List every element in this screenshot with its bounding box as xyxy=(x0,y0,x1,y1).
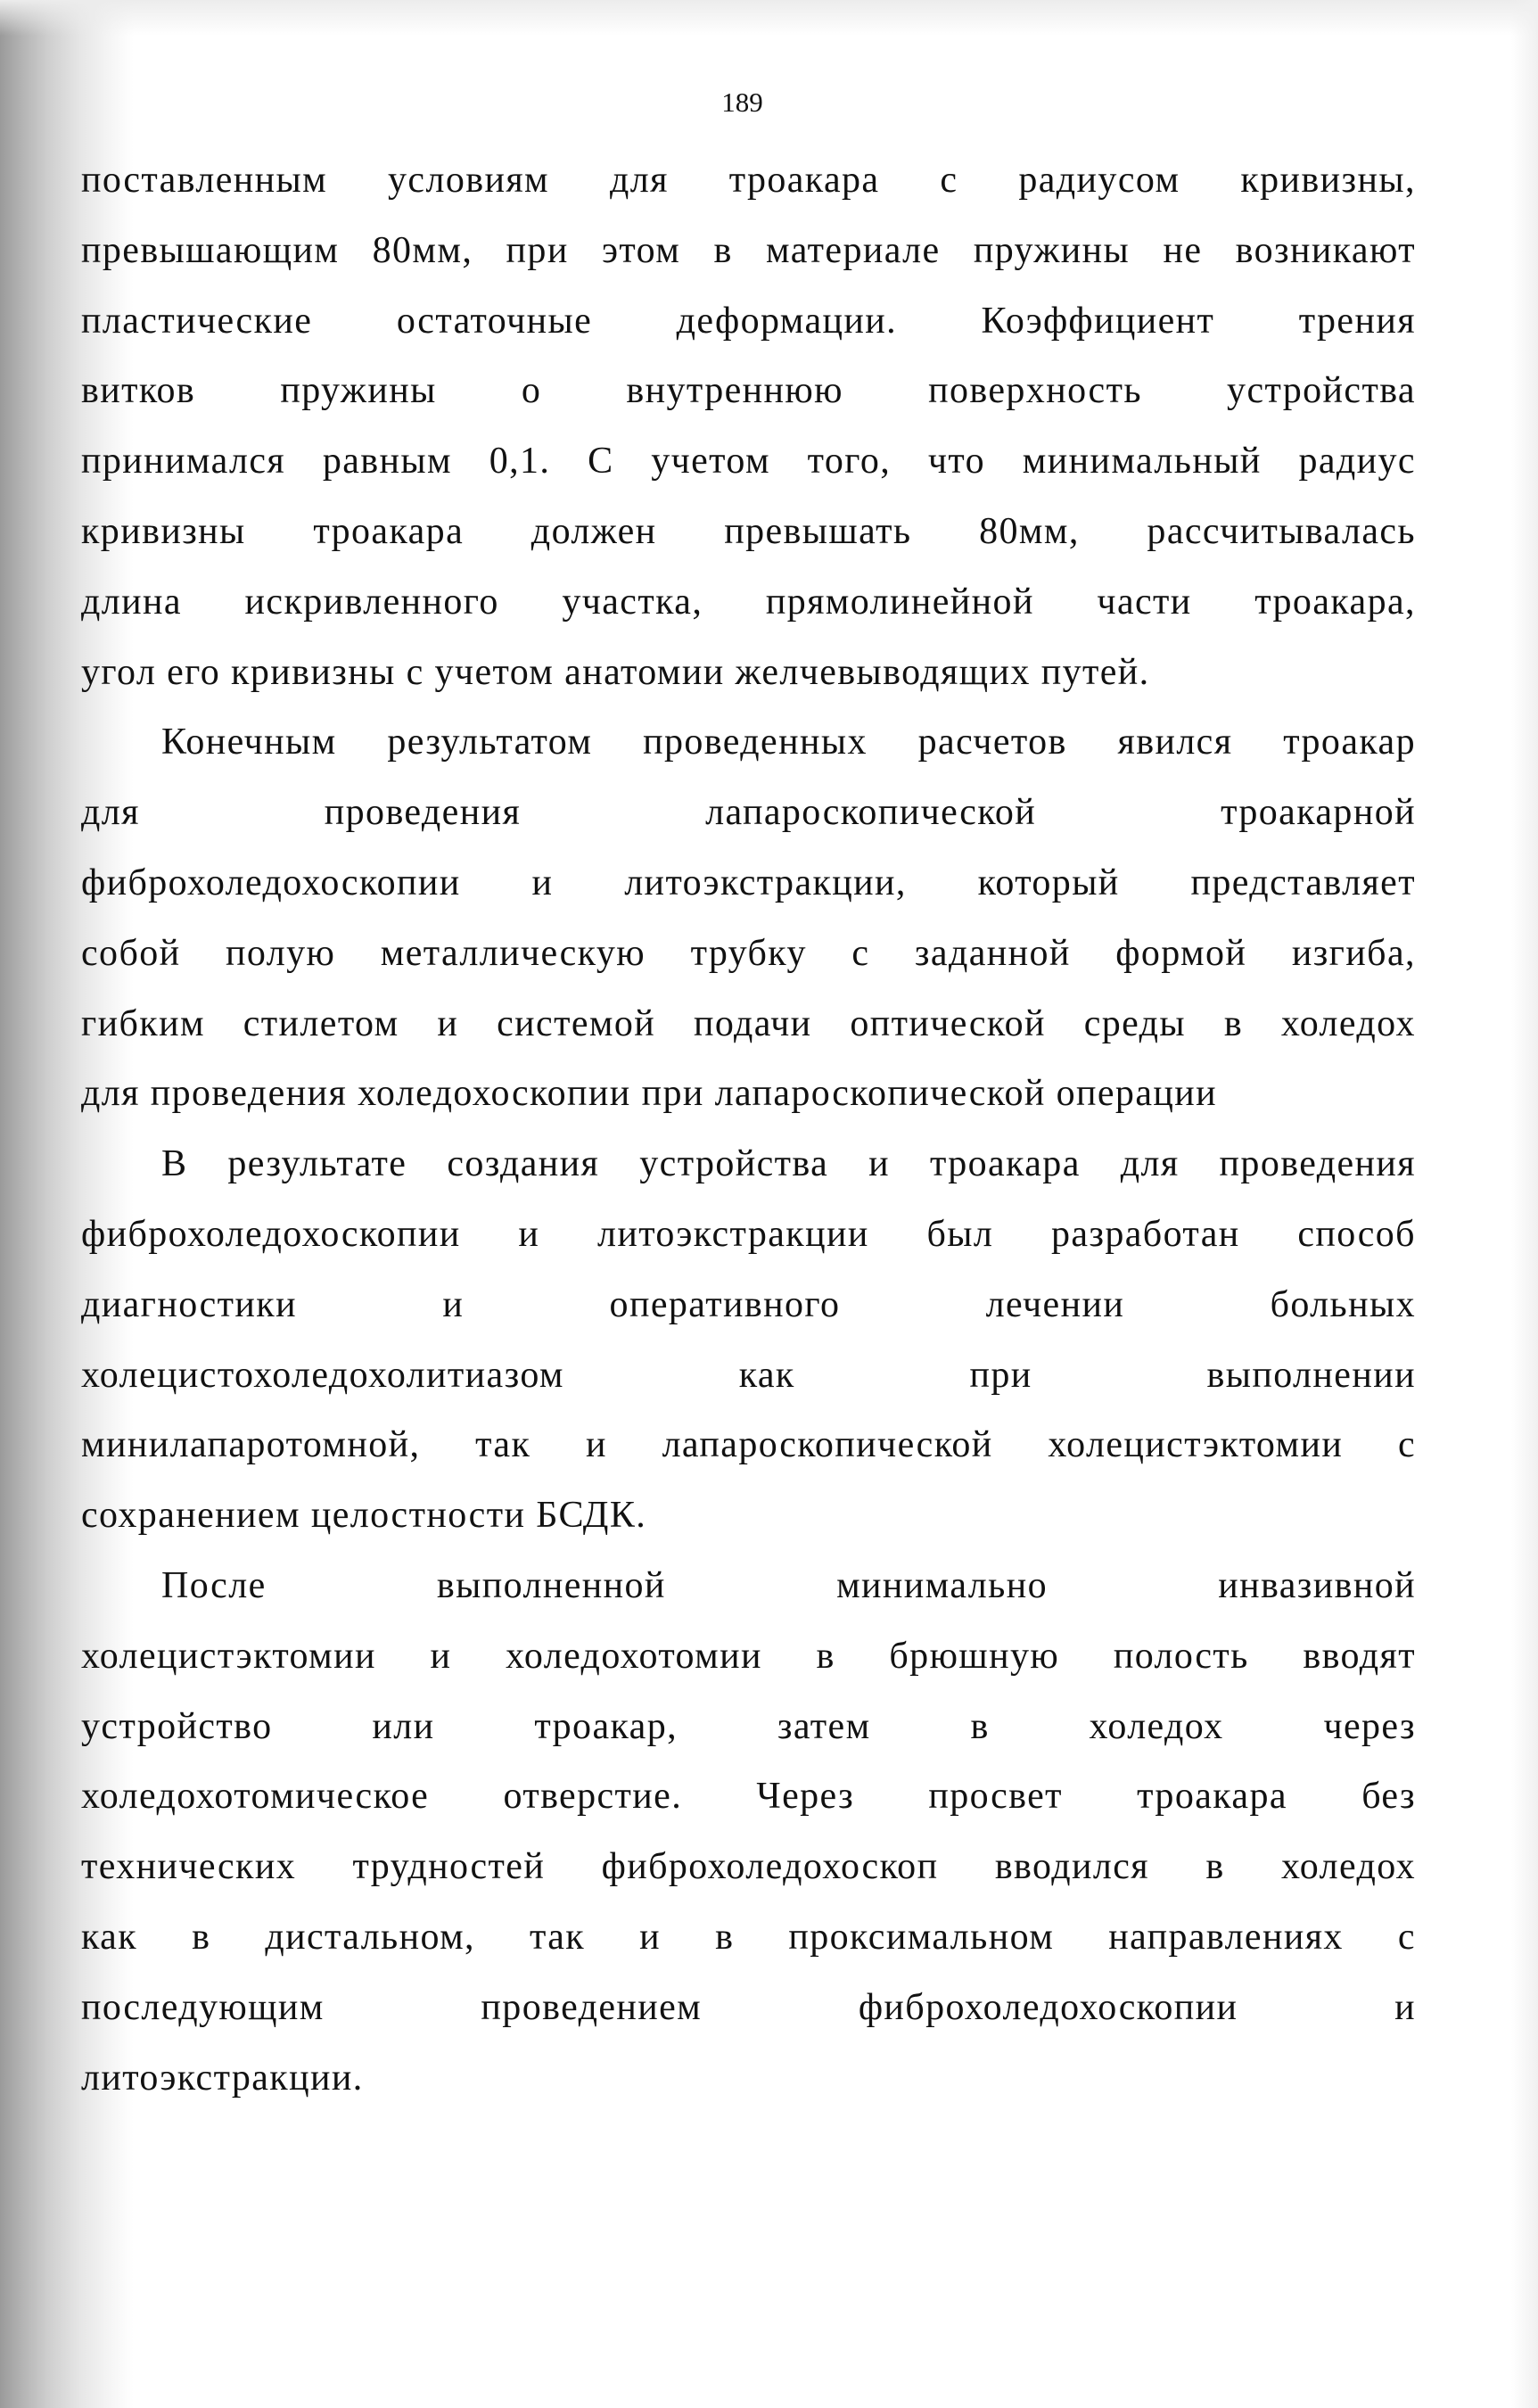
word: троакара xyxy=(1137,1776,1287,1818)
word: инвазивной xyxy=(1218,1564,1416,1606)
word: искривленного xyxy=(244,581,499,623)
word: возникают xyxy=(1235,229,1416,271)
word: брюшную xyxy=(889,1635,1060,1677)
text-line: сохранением целостности БСДК. xyxy=(81,1495,647,1537)
word: формой xyxy=(1115,932,1247,974)
word: среды xyxy=(1083,1002,1187,1044)
word: витков xyxy=(81,370,196,412)
word: лапароскопической xyxy=(705,792,1037,834)
word: участка, xyxy=(562,581,703,623)
word: Коэффициент xyxy=(981,300,1215,342)
word: 80мм, xyxy=(372,229,473,271)
word: оптической xyxy=(850,1002,1046,1044)
word: холедох xyxy=(1280,1846,1416,1888)
word: был xyxy=(926,1213,994,1255)
word: создания xyxy=(447,1143,600,1185)
word: с xyxy=(1397,1424,1416,1466)
word: о xyxy=(521,370,542,412)
word: рассчитывалась xyxy=(1147,510,1416,552)
word: материале xyxy=(766,229,941,271)
word: просвет xyxy=(928,1776,1063,1818)
word: как xyxy=(81,1916,138,1958)
word: проведения xyxy=(324,792,522,834)
word: гибким xyxy=(81,1002,205,1044)
word: холедох xyxy=(1280,1002,1416,1044)
word: вводят xyxy=(1303,1635,1416,1677)
word: стилетом xyxy=(243,1002,399,1044)
word: в xyxy=(816,1635,835,1677)
word: в xyxy=(1223,1002,1244,1044)
word: троакар, xyxy=(534,1705,678,1747)
word: представляет xyxy=(1190,862,1416,903)
word: результате xyxy=(227,1143,407,1185)
word: 0,1. xyxy=(489,441,551,482)
word: лапароскопической xyxy=(662,1424,993,1466)
word: принимался xyxy=(81,441,286,482)
word: в xyxy=(715,1916,735,1958)
word: должен xyxy=(530,510,657,552)
word: трения xyxy=(1298,300,1416,342)
word: В xyxy=(161,1143,188,1185)
word: и xyxy=(430,1635,452,1677)
word: металлическую xyxy=(380,932,646,974)
word: пластические xyxy=(81,300,313,342)
word: в xyxy=(1205,1846,1225,1888)
word: длина xyxy=(81,581,182,623)
paragraph xyxy=(81,707,1416,1129)
word: как xyxy=(738,1354,795,1396)
text-line: литоэкстракции. xyxy=(81,2057,364,2099)
word: фиброхоледохоскопии xyxy=(81,1213,461,1255)
word: Конечным xyxy=(161,722,337,763)
text-line xyxy=(81,1621,1416,1692)
word: условиям xyxy=(388,160,550,201)
word: результатом xyxy=(387,722,593,763)
word: проксимальном xyxy=(788,1916,1055,1958)
word: диагностики xyxy=(81,1283,297,1325)
word: и xyxy=(442,1283,465,1325)
word: так xyxy=(475,1424,531,1466)
text-line xyxy=(81,919,1416,989)
word: с xyxy=(940,160,958,201)
text-line xyxy=(81,497,1416,567)
text-line xyxy=(81,1761,1416,1832)
word: устройство xyxy=(81,1705,273,1747)
word: троакара xyxy=(929,1143,1081,1185)
word: минимальный xyxy=(1022,441,1262,482)
text-line: угол его кривизны с учетом анатомии желчевыводящих путей. xyxy=(81,651,1150,693)
body-text xyxy=(81,145,1416,2113)
word: оперативного xyxy=(609,1283,841,1325)
word: и xyxy=(639,1916,662,1958)
word: устройства xyxy=(1227,370,1416,412)
word: холедохотомическое xyxy=(81,1776,430,1818)
word: этом xyxy=(601,229,681,271)
word: фиброхоледохоскопии xyxy=(81,862,461,903)
word: пружины xyxy=(973,229,1131,271)
word: троакара, xyxy=(1254,581,1416,623)
word: изгиба, xyxy=(1291,932,1416,974)
word: минимально xyxy=(836,1564,1048,1606)
word: холецистохоледохолитиазом xyxy=(81,1354,564,1396)
text-line xyxy=(81,286,1416,357)
text-line xyxy=(81,1340,1416,1411)
text-line xyxy=(81,1832,1416,1902)
word: через xyxy=(1323,1705,1416,1747)
word: последующим xyxy=(81,1986,325,2028)
word: выполненной xyxy=(436,1564,666,1606)
word: проведенных xyxy=(643,722,868,763)
word: фиброхоледохоскопии xyxy=(858,1986,1238,2028)
word: пружины xyxy=(280,370,437,412)
text-line xyxy=(81,1129,1416,1200)
word: поверхность xyxy=(928,370,1142,412)
word: учетом xyxy=(651,441,770,482)
word: без xyxy=(1361,1776,1416,1818)
text-line xyxy=(81,356,1416,426)
word: 80мм, xyxy=(979,510,1080,552)
word: превышать xyxy=(724,510,912,552)
word: что xyxy=(927,441,985,482)
word: проведения xyxy=(1219,1143,1416,1185)
paragraph xyxy=(81,145,1416,707)
word: холедохотомии xyxy=(506,1635,762,1677)
word: и xyxy=(585,1424,607,1466)
word: больных xyxy=(1270,1283,1416,1325)
page-number: 189 xyxy=(721,87,763,118)
word: холецистэктомии xyxy=(81,1635,376,1677)
word: с xyxy=(851,932,870,974)
word: в xyxy=(192,1916,211,1958)
word: собой xyxy=(81,932,181,974)
word: прямолинейной xyxy=(765,581,1034,623)
word: С xyxy=(588,441,614,482)
word: для xyxy=(609,160,669,201)
word: для xyxy=(81,792,140,834)
word: кривизны, xyxy=(1240,160,1416,201)
word: вводился xyxy=(994,1846,1149,1888)
word: После xyxy=(161,1564,267,1606)
word: трубку xyxy=(690,932,807,974)
text-line xyxy=(81,707,1416,778)
text-line xyxy=(81,1410,1416,1480)
word: в xyxy=(970,1705,990,1747)
word: литоэкстракции xyxy=(596,1213,869,1255)
word: и xyxy=(1394,1986,1416,2028)
paragraph xyxy=(81,1129,1416,1551)
word: не xyxy=(1163,229,1203,271)
word: и xyxy=(531,862,554,903)
word: в xyxy=(713,229,733,271)
word: затем xyxy=(777,1705,871,1747)
word: части xyxy=(1097,581,1192,623)
word: внутреннюю xyxy=(626,370,843,412)
word: того, xyxy=(807,441,892,482)
word: проведением xyxy=(481,1986,703,2028)
word: или xyxy=(372,1705,435,1747)
word: троакара xyxy=(728,160,880,201)
text-line xyxy=(81,426,1416,497)
word: расчетов xyxy=(917,722,1067,763)
word: и xyxy=(518,1213,540,1255)
word: подачи xyxy=(693,1002,812,1044)
word: деформации. xyxy=(676,300,898,342)
word: лечении xyxy=(985,1283,1125,1325)
word: дистальном, xyxy=(265,1916,475,1958)
word: отверстие. xyxy=(503,1776,683,1818)
word: при xyxy=(969,1354,1032,1396)
word: троакар xyxy=(1283,722,1416,763)
word: полость xyxy=(1113,1635,1249,1677)
word: превышающим xyxy=(81,229,340,271)
scan-top-shadow xyxy=(0,0,1538,36)
word: так xyxy=(530,1916,586,1958)
word: холецистэктомии xyxy=(1048,1424,1344,1466)
word: Через xyxy=(756,1776,855,1818)
word: системой xyxy=(497,1002,656,1044)
text-line xyxy=(81,1551,1416,1621)
word: способ xyxy=(1297,1213,1416,1255)
word: трудностей xyxy=(352,1846,546,1888)
text-line xyxy=(81,1200,1416,1270)
scan-right-shadow xyxy=(1511,0,1538,2408)
text-line xyxy=(81,216,1416,286)
word: холедох xyxy=(1089,1705,1224,1747)
word: с xyxy=(1397,1916,1416,1958)
word: при xyxy=(506,229,569,271)
text-line xyxy=(81,989,1416,1060)
text-line xyxy=(81,145,1416,216)
text-line xyxy=(81,567,1416,638)
word: кривизны xyxy=(81,510,246,552)
word: фиброхоледохоскоп xyxy=(601,1846,939,1888)
word: троакарной xyxy=(1221,792,1416,834)
word: радиус xyxy=(1298,441,1416,482)
word: троакара xyxy=(313,510,465,552)
word: полую xyxy=(225,932,336,974)
text-line: для проведения холедохоскопии при лапароскопической операции xyxy=(81,1073,1218,1115)
word: для xyxy=(1120,1143,1180,1185)
text-line xyxy=(81,848,1416,919)
word: явился xyxy=(1117,722,1233,763)
paragraph xyxy=(81,1551,1416,2113)
text-line xyxy=(81,1902,1416,1973)
word: выполнении xyxy=(1206,1354,1416,1396)
word: устройства xyxy=(639,1143,829,1185)
word: поставленным xyxy=(81,160,328,201)
word: заданной xyxy=(914,932,1071,974)
text-line xyxy=(81,1692,1416,1762)
word: остаточные xyxy=(396,300,593,342)
word: литоэкстракции, xyxy=(624,862,907,903)
word: разработан xyxy=(1050,1213,1240,1255)
text-line xyxy=(81,1270,1416,1340)
word: направлениях xyxy=(1108,1916,1344,1958)
word: который xyxy=(977,862,1120,903)
word: и xyxy=(437,1002,459,1044)
word: технических xyxy=(81,1846,297,1888)
word: и xyxy=(868,1143,891,1185)
word: минилапаротомной, xyxy=(81,1424,421,1466)
text-line xyxy=(81,1973,1416,2043)
text-line xyxy=(81,778,1416,848)
word: радиусом xyxy=(1018,160,1180,201)
word: равным xyxy=(322,441,453,482)
